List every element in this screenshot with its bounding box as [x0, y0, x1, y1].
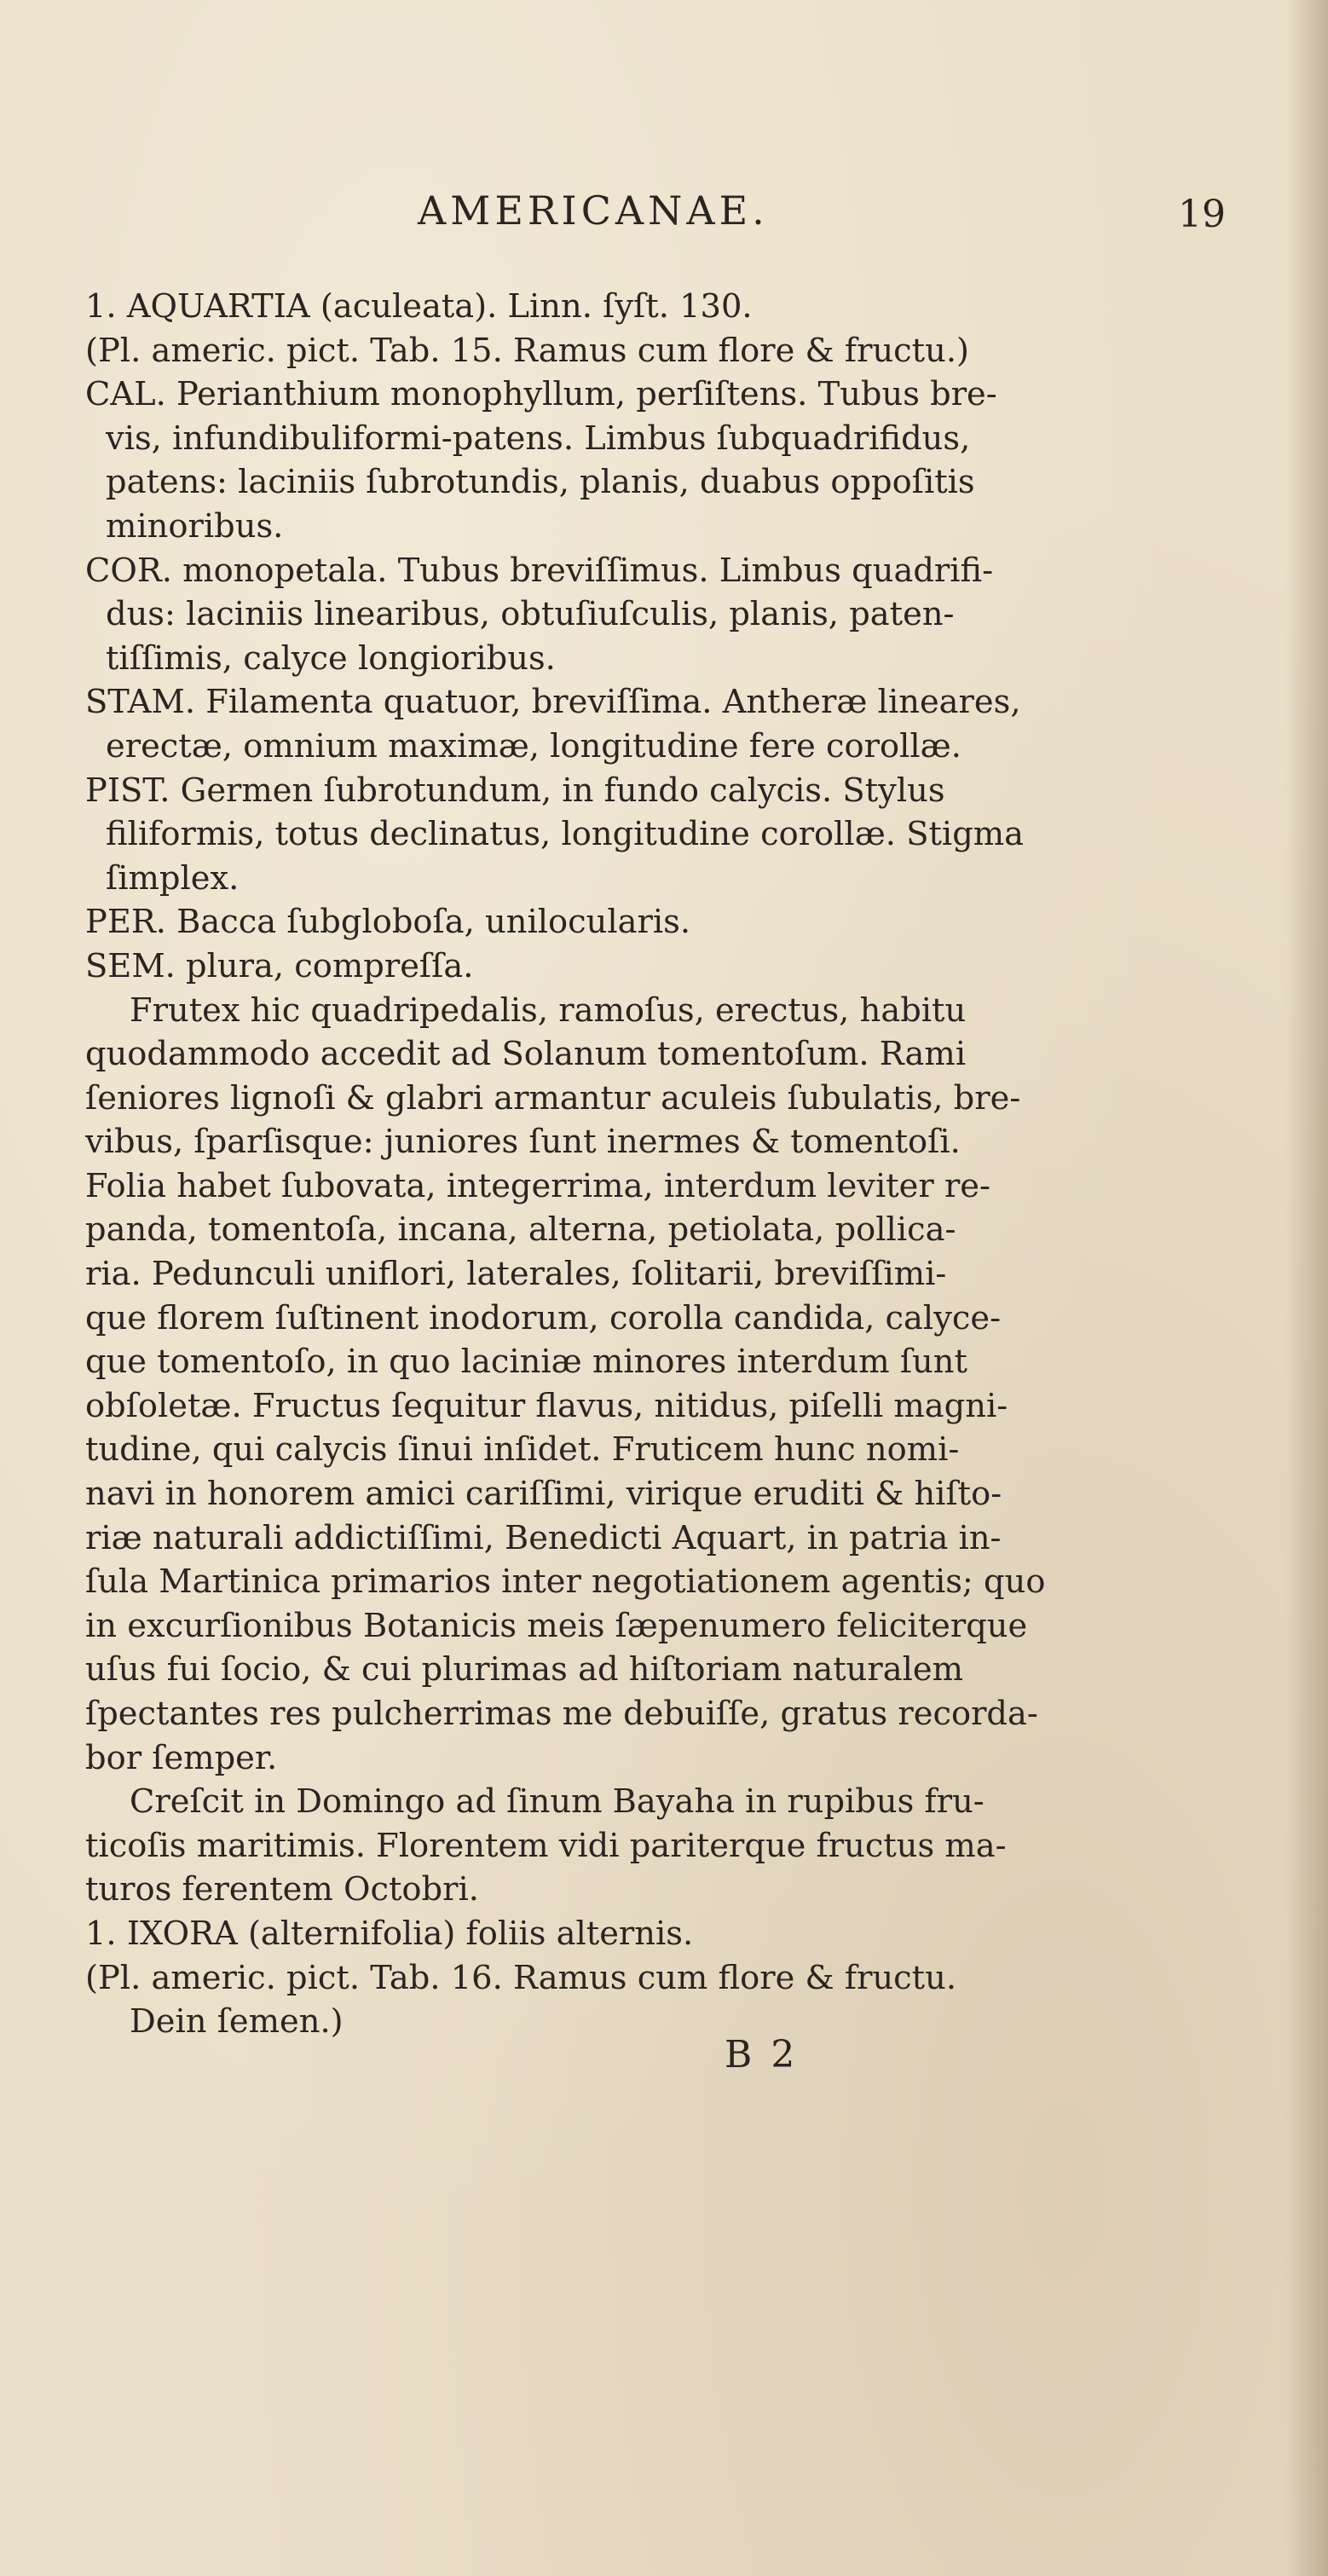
page-number: 19	[1178, 193, 1226, 236]
text-line: 1. AQUARTIA (aculeata). Linn. ſyſt. 130.	[85, 287, 753, 326]
text-line: vibus, ſparſisque: juniores ſunt inermes & tomentoſi.	[85, 1123, 961, 1162]
body-text	[85, 285, 1226, 2044]
text-line: (Pl. americ. pict. Tab. 16. Ramus cum flore & fructu.	[85, 1958, 957, 1997]
text-line: COR. monopetala. Tubus breviſſimus. Limbus quadrifi-	[85, 551, 994, 590]
running-head: AMERICANAE.	[418, 188, 769, 234]
text-line: riæ naturali addictiſſimi, Benedicti Aquart, in patria in-	[85, 1518, 1002, 1557]
text-line: patens: laciniis ſubrotundis, planis, duabus oppoſitis	[106, 463, 975, 502]
text-line: Creſcit in Domingo ad ſinum Bayaha in rupibus fru-	[130, 1782, 984, 1822]
text-line: que florem ſuſtinent inodorum, corolla candida, calyce-	[85, 1298, 1002, 1337]
text-line: filiformis, totus declinatus, longitudine corollæ. Stigma	[106, 815, 1025, 854]
signature-mark: B 2	[725, 2033, 799, 2076]
text-line: STAM. Filamenta quatuor, breviſſima. Antheræ lineares,	[85, 683, 1021, 722]
text-line: ſula Martinica primarios inter negotiationem agentis; quo	[85, 1562, 1046, 1602]
text-line: ſimplex.	[106, 858, 240, 898]
text-line: PIST. Germen ſubrotundum, in fundo calycis. Stylus	[85, 771, 945, 810]
text-line: turos ferentem Octobri.	[85, 1870, 479, 1909]
text-line: Dein ſemen.)	[130, 2002, 344, 2042]
text-line: panda, tomentoſa, incana, alterna, petiolata, pollica-	[85, 1210, 956, 1250]
text-line: que tomentoſo, in quo laciniæ minores interdum ſunt	[85, 1343, 967, 1382]
text-line: dus: laciniis linearibus, obtuſiuſculis, planis, paten-	[106, 595, 955, 634]
text-line: tudine, qui calycis ſinui inſidet. Fruticem hunc nomi-	[85, 1430, 960, 1470]
text-line: quodammodo accedit ad Solanum tomentoſum. Rami	[85, 1035, 967, 1074]
text-line: ticoſis maritimis. Florentem vidi pariterque fructus ma-	[85, 1826, 1007, 1865]
text-line: (Pl. americ. pict. Tab. 15. Ramus cum flore & fructu.)	[85, 331, 970, 370]
text-line: in excurſionibus Botanicis meis ſæpenumero feliciterque	[85, 1606, 1028, 1645]
text-line: vis, infundibuliformi-patens. Limbus ſubquadrifidus,	[106, 419, 971, 458]
text-line: Folia habet ſubovata, integerrima, interdum leviter re-	[85, 1166, 991, 1205]
text-line: ſpectantes res pulcherrimas me debuiſſe, gratus recorda-	[85, 1695, 1038, 1733]
text-line: PER. Bacca ſubgloboſa, unilocularis.	[85, 903, 691, 942]
page-header	[85, 188, 1226, 247]
text-line: SEM. plura, compreſſa.	[85, 946, 474, 985]
page-edge-shadow	[1285, 0, 1328, 2576]
text-line: bor ſemper.	[85, 1738, 278, 1777]
text-line: obſoletæ. Fructus ſequitur flavus, nitidus, piſelli magni-	[85, 1386, 1008, 1425]
text-line: tiſſimis, calyce longioribus.	[106, 638, 556, 678]
text-line: uſus fui ſocio, & cui plurimas ad hiſtoriam naturalem	[85, 1650, 964, 1689]
text-line: Frutex hic quadripedalis, ramoſus, erectus, habitu	[130, 991, 967, 1030]
text-line: minoribus.	[106, 506, 284, 546]
text-line: ria. Pedunculi uniflori, laterales, ſolitarii, breviſſimi-	[85, 1255, 947, 1294]
text-line: ſeniores lignoſi & glabri armantur aculeis ſubulatis, bre-	[85, 1078, 1021, 1118]
text-line: CAL. Perianthium monophyllum, perſiſtens. Tubus bre-	[85, 375, 997, 414]
text-line: 1. IXORA (alternifolia) foliis alternis.	[85, 1914, 694, 1953]
text-line: erectæ, omnium maximæ, longitudine fere corollæ.	[106, 726, 961, 765]
text-line: navi in honorem amici cariſſimi, virique eruditi & hiſto-	[85, 1475, 1002, 1514]
